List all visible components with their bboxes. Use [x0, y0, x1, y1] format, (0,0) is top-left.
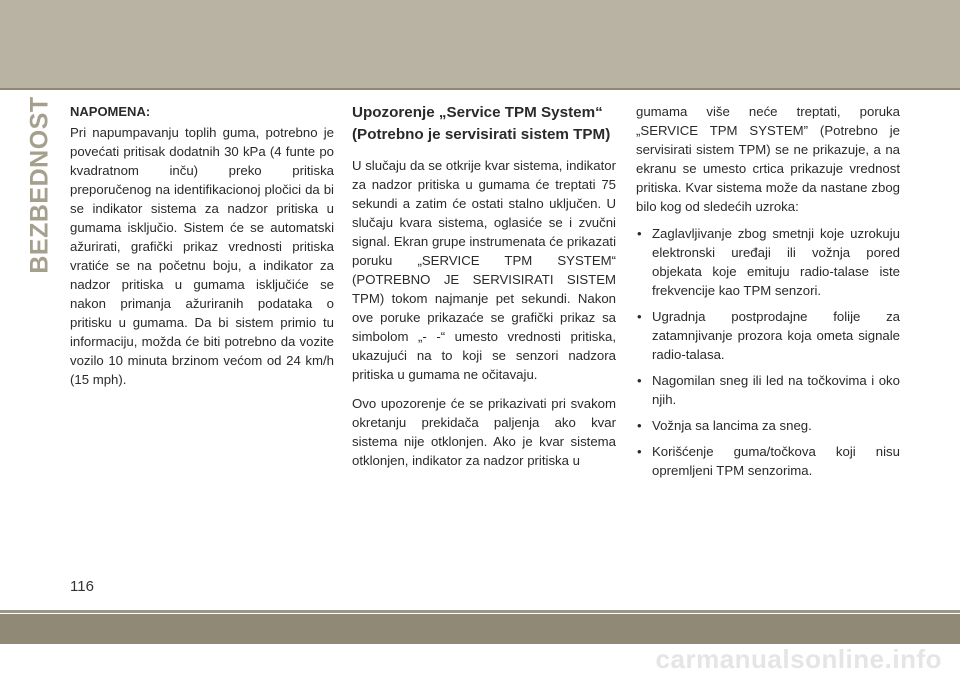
bullet-icon: •: [637, 373, 642, 388]
list-item: [636, 416, 900, 435]
bullet-icon: •: [637, 226, 642, 241]
list-item-text: Ugradnja postprodajne folije za zatamnjivanje prozora koja ometa signale radio-talasa.: [652, 309, 900, 362]
list-item-text: Korišćenje guma/točkova koji nisu opremljeni TPM senzorima.: [652, 444, 900, 478]
section-heading: Upozorenje „Service TPM System“ (Potrebno je servisirati sistem TPM): [352, 104, 611, 143]
note-text: Pri napumpavanju toplih guma, potrebno je povećati pritisak dodatnih 30 kPa (4 funte po kvadratnom inču) preko pritiska preporučenog na identifikacionoj pločici da bi se indikator sistema za nadzor pritiska u gumama isključio. Sistem će se automatski ažurirati, grafički prikaz vrednosti pritiska vratiće se na početnu boju, a indikator za nadzor pritiska u gumama isključiće se nakon primanja ažuriranih podataka o pritisku u gumama. Da bi sistem primio tu informaciju, možda će biti potrebno da vozite vozilo 10 minuta brzinom većom od 24 km/h (15 mph).: [70, 125, 334, 387]
watermark: carmanualsonline.info: [655, 644, 942, 674]
list-item: [636, 307, 900, 364]
column-3: [636, 102, 900, 487]
header-band: [0, 0, 960, 88]
bullet-icon: •: [637, 444, 642, 459]
footer-band: [0, 614, 960, 644]
list-item-text: Vožnja sa lancima za sneg.: [652, 418, 812, 433]
list-item: [636, 442, 900, 480]
paragraph-2: Ovo upozorenje će se prikazivati pri svakom okretanju prekidača paljenja ako kvar sistema nije otklonjen. Ako je kvar sistema otklonjen, indikator za nadzor pritiska u: [352, 396, 616, 468]
column-1: [70, 102, 334, 389]
list-item: [636, 371, 900, 409]
section-label: BEZBEDNOST: [25, 96, 54, 274]
column-2: [352, 102, 616, 470]
paragraph-3: gumama više neće treptati, poruka „SERVICE TPM SYSTEM” (Potrebno je servisirati sistem TPM) se ne prikazuje, a na ekranu se umesto crtica prikazuje vrednost pritiska. Kvar sistema može da nastane zbog bilo kog od sledećih uzroka:: [636, 104, 900, 214]
bullet-icon: •: [637, 309, 642, 324]
list-item-text: Zaglavljivanje zbog smetnji koje uzrokuju elektronski uređaji ili vožnja pored objekata koje emituju radio-talase iste frekvencije kao TPM senzori.: [652, 226, 900, 298]
bullet-icon: •: [637, 418, 642, 433]
page-number: 116: [70, 578, 94, 595]
footer-divider: [0, 610, 960, 613]
note-title: NAPOMENA:: [70, 104, 151, 119]
list-item-text: Nagomilan sneg ili led na točkovima i oko njih.: [652, 373, 900, 407]
paragraph-1: U slučaju da se otkrije kvar sistema, indikator za nadzor pritiska u gumama će treptati 75 sekundi a zatim će ostati stalno uključen. U slučaju kvara sistema, oglasiće se i zvučni signal. Ekran grupe instrumenata će prikazati poruku „SERVICE TPM SYSTEM“ (POTREBNO JE SERVISIRATI SISTEM TPM) tokom najmanje pet sekundi. Nakon ove poruke prikazaće se grafički prikaz sa simbolom „- -“ umesto vrednosti pritiska, ukazujući na to koji se senzori nadzora pritiska u gumama ne očitavaju.: [352, 158, 616, 382]
cause-list: [636, 224, 900, 480]
list-item: [636, 224, 900, 300]
header-divider: [0, 88, 960, 90]
section-tab: [25, 96, 54, 274]
